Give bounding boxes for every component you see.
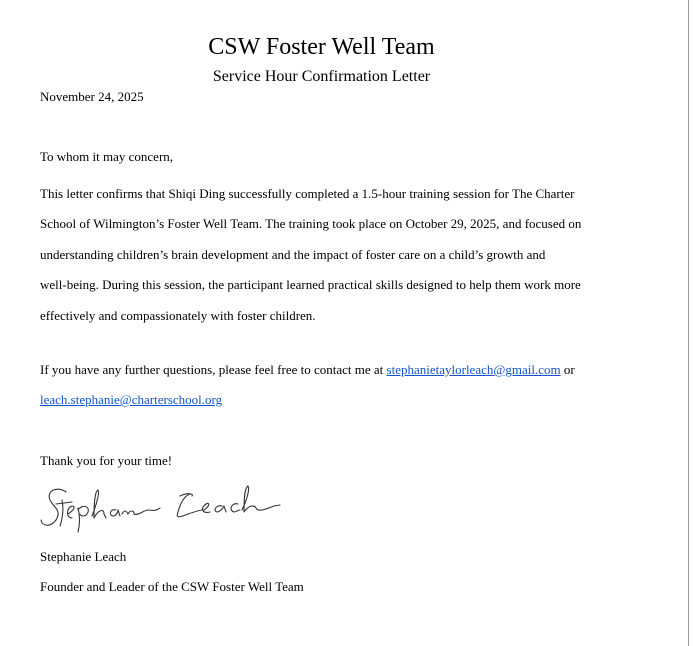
body-line: School of Wilmington’s Foster Well Team. The training took place on October 29, 2025, and focused on [40, 216, 582, 232]
signer-name: Stephanie Leach [40, 549, 127, 564]
letter-subtitle: Service Hour Confirmation Letter [212, 68, 431, 85]
email-link-gmail[interactable]: stephanietaylorleach@gmail.com [386, 362, 561, 377]
email-link-school[interactable]: leach.stephanie@charterschool.org [40, 392, 223, 407]
body-paragraph [40, 179, 600, 331]
contact-or: or [560, 362, 575, 377]
handwritten-signature [38, 480, 283, 536]
letter-title: CSW Foster Well Team [208, 34, 435, 60]
body-line: This letter confirms that Shiqi Ding successfully completed a 1.5-hour training session for The Charter [40, 186, 575, 201]
contact-line [40, 361, 575, 378]
body-line: effectively and compassionately with foster children. [40, 307, 316, 323]
body-line: understanding children’s brain development and the impact of foster care on a child’s growth and [40, 246, 546, 262]
body-line: well-being. During this session, the participant learned practical skills designed to help them work more [40, 277, 581, 293]
closing: Thank you for your time! [40, 453, 173, 468]
page-edge-divider [688, 0, 689, 646]
letter-date: November 24, 2025 [40, 89, 144, 104]
contact-line-2 [40, 391, 222, 408]
signer-title: Founder and Leader of the CSW Foster Well Team [40, 579, 304, 594]
salutation: To whom it may concern, [40, 149, 174, 164]
contact-prefix: If you have any further questions, please feel free to contact me at [40, 362, 387, 377]
